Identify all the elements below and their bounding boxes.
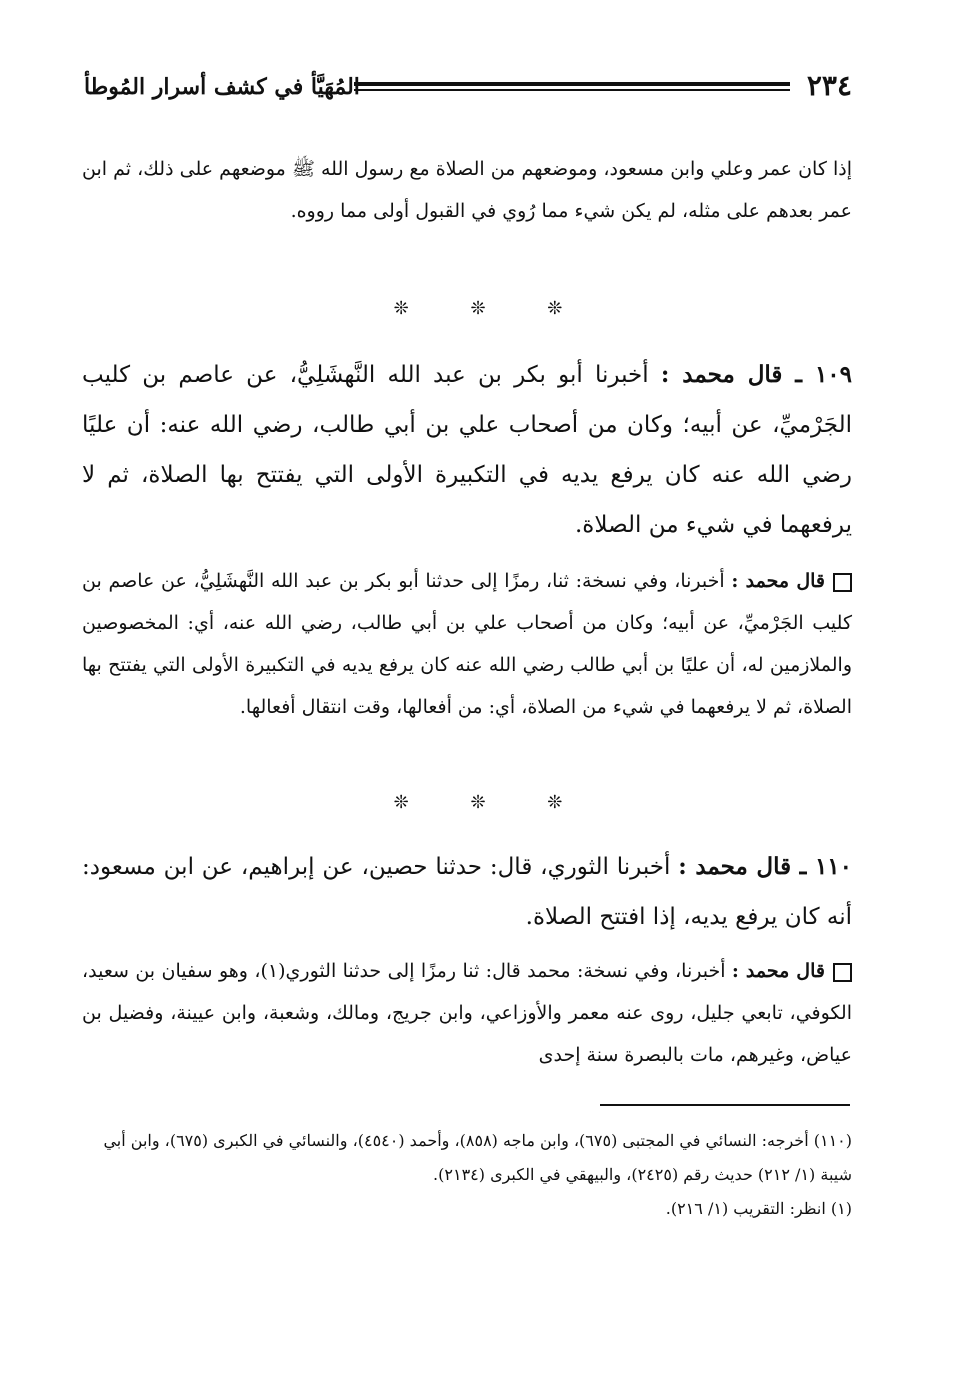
hadith-text: أخبرنا أبو بكر بن عبد الله النَّهشَلِيُّ، عن عاصم بن كليب الجَرْميِّ، عن أبيه؛ وكان من أصحاب علي بن أبي طالب، رضي الله عنه: أن عليًا رضي الله عنه كان يرفع يديه في التكبيرة الأولى التي يفتتح بها الصلاة، ثم لا يرفعهما في شيء من الصلاة.	[82, 362, 852, 538]
star-ornament: ❊	[393, 298, 409, 319]
commentary-box-icon	[833, 963, 852, 982]
commentary-text: أخبرنا، وفي نسخة: محمد قال: ثنا رمزًا إلى حدثنا الثوري(١)، وهو سفيان بن سعيد، الكوفي، تابعي جليل، روى عنه معمر والأوزاعي، وابن جريج، ومالك، وشعبة، وابن عيينة، وفضيل بن عياض، وغيرهم، مات بالبصرة سنة إحدى	[82, 960, 852, 1066]
commentary-lead: قال محمد :	[731, 570, 825, 592]
hadith-lead: ١٠٩ ـ قال محمد :	[660, 361, 853, 388]
commentary-lead: قال محمد :	[731, 960, 825, 982]
hadith-110	[82, 842, 852, 942]
star-ornament: ❊	[547, 792, 563, 813]
hadith-lead: ١١٠ ـ قال محمد :	[678, 853, 852, 880]
intro-paragraph: إذا كان عمر وعلي وابن مسعود، وموضعهم من الصلاة مع رسول الله ﷺ موضعهم على ذلك، ثم ابن عمر بعدهم على مثله، لم يكن شيء مما رُوي في القبول أولى مما رووه.	[82, 158, 852, 222]
star-ornament: ❊	[547, 298, 563, 319]
star-ornament: ❊	[470, 298, 486, 319]
hadith-text: أخبرنا الثوري، قال: حدثنا حصين، عن إبراهيم، عن ابن مسعود: أنه كان يرفع يديه، إذا افتتح الصلاة.	[82, 854, 852, 930]
section-separator	[0, 792, 956, 813]
hadith-109	[82, 350, 852, 550]
star-ornament: ❊	[470, 792, 486, 813]
footnote-rule	[600, 1104, 850, 1106]
page-header	[84, 66, 852, 110]
commentary-box-icon	[833, 573, 852, 592]
page-number: ٢٣٤	[806, 69, 852, 102]
star-ornament: ❊	[393, 792, 409, 813]
footnotes	[84, 1124, 852, 1226]
commentary-109	[82, 560, 852, 728]
section-separator	[0, 298, 956, 319]
header-rule	[354, 82, 790, 91]
commentary-110	[82, 950, 852, 1076]
book-title: المُهَيَّأ في كشف أسرار المُوطأ	[84, 74, 360, 100]
commentary-text: أخبرنا، وفي نسخة: ثنا، رمزًا إلى حدثنا أبو بكر بن عبد الله النَّهشَلِيُّ، عن عاصم بن كليب الجَرْميِّ، عن أبيه؛ وكان من أصحاب علي بن أبي طالب، رضي الله عنه، أي: المخصوصين والملازمين له، أن عليًا بن أبي طالب رضي الله عنه كان يرفع يديه في التكبيرة الأولى التي يفتتح بها الصلاة، ثم لا يرفعهما في شيء من الصلاة، أي: من أفعالها، وقت انتقال أفعالها.	[82, 570, 852, 718]
footnote-item: (١) انظر: التقريب (١/ ٢١٦).	[665, 1199, 852, 1218]
footnote-item: (١١٠) أخرجه: النسائي في المجتبى (٦٧٥)، وابن ماجه (٨٥٨)، وأحمد (٤٥٤٠)، والنسائي في الكبرى (٦٧٥)، وابن أبي شيبة (١/ ٢١٢) حديث رقم (٢٤٢٥)، والبيهقي في الكبرى (٢١٣٤).	[103, 1131, 852, 1184]
